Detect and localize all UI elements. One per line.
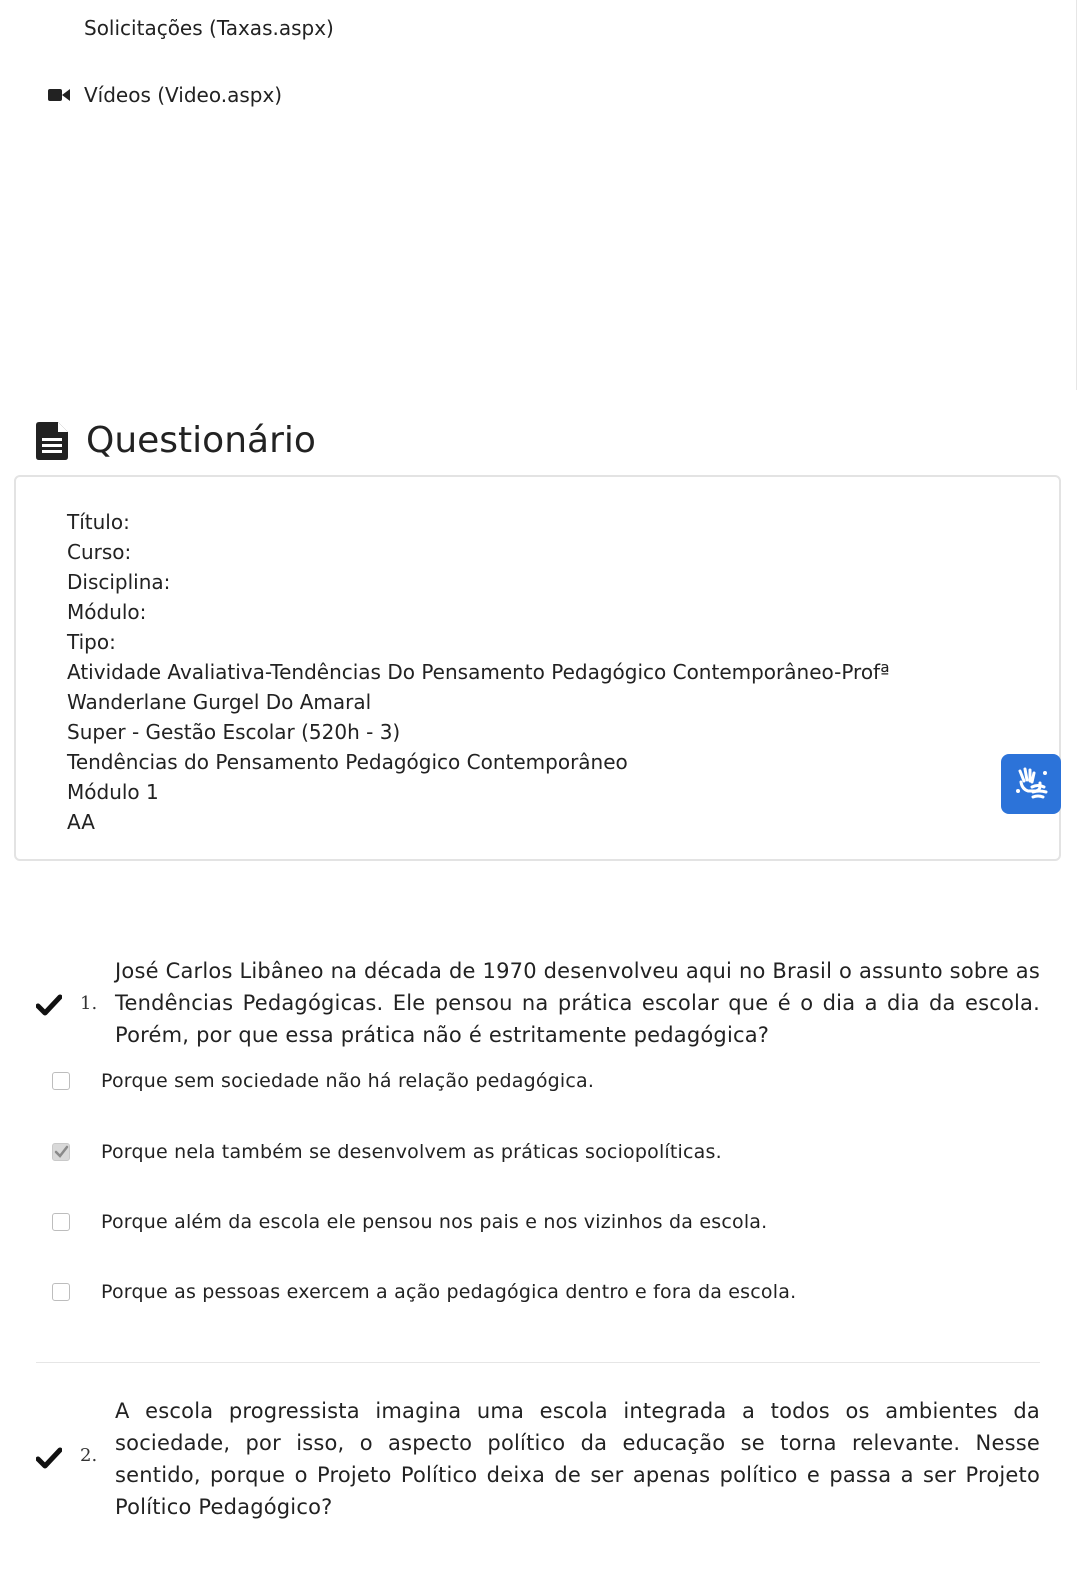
info-value-titulo: Atividade Avaliativa-Tendências Do Pensamento Pedagógico Contemporâneo-Profª xyxy=(67,660,890,684)
page-title: Questionário xyxy=(86,420,316,461)
info-label-curso: Curso: xyxy=(67,540,132,564)
nav-item-label: Vídeos (Video.aspx) xyxy=(84,83,283,107)
question-text: A escola progressista imagina uma escola integrada a todos os ambientes da sociedade, por isso, o aspecto político da educação se torna relevante. Nesse sentido, porque o Projeto Político deixa de ser apenas político e passa a ser Projeto Político Pedagógico? xyxy=(115,1399,1040,1519)
info-label-tipo: Tipo: xyxy=(67,630,116,654)
section-header xyxy=(36,420,316,461)
nav-item-solicitacoes[interactable] xyxy=(84,16,334,40)
info-value-modulo: Módulo 1 xyxy=(67,780,159,804)
answer-option[interactable] xyxy=(52,1070,595,1092)
sign-language-button[interactable] xyxy=(1001,754,1061,814)
sign-language-hands-icon xyxy=(1012,765,1050,803)
answer-option[interactable] xyxy=(52,1281,797,1303)
checkmark-icon xyxy=(36,994,62,1016)
info-value-disciplina: Tendências do Pensamento Pedagógico Contemporâneo xyxy=(67,750,628,774)
video-camera-icon xyxy=(48,87,70,103)
question-number: 2. xyxy=(80,1445,98,1466)
quiz-info-card xyxy=(14,475,1061,861)
info-value-curso: Super - Gestão Escolar (520h - 3) xyxy=(67,720,401,744)
nav-item-label: Solicitações (Taxas.aspx) xyxy=(84,16,334,40)
checkbox-check-icon xyxy=(53,1144,69,1160)
info-value-tipo: AA xyxy=(67,810,95,834)
info-label-modulo: Módulo: xyxy=(67,600,147,624)
info-label-titulo: Título: xyxy=(67,510,130,534)
checkmark-icon xyxy=(36,1447,62,1469)
nav-item-videos[interactable] xyxy=(48,83,282,107)
option-label: Porque além da escola ele pensou nos pais e nos vizinhos da escola. xyxy=(101,1211,768,1233)
document-icon xyxy=(36,422,68,460)
option-checkbox[interactable] xyxy=(52,1283,70,1301)
question-number: 1. xyxy=(80,993,98,1014)
option-label: Porque sem sociedade não há relação pedagógica. xyxy=(101,1070,595,1092)
info-label-disciplina: Disciplina: xyxy=(67,570,171,594)
option-label: Porque as pessoas exercem a ação pedagógica dentro e fora da escola. xyxy=(101,1281,797,1303)
question-text: José Carlos Libâneo na década de 1970 desenvolveu aqui no Brasil o assunto sobre as Tendências Pedagógicas. Ele pensou na prática escolar que é o dia a dia da escola. Porém, por que essa prática não é estritamente pedagógica? xyxy=(115,959,1040,1047)
info-value-titulo-cont: Wanderlane Gurgel Do Amaral xyxy=(67,690,372,714)
option-checkbox[interactable] xyxy=(52,1072,70,1090)
option-checkbox[interactable] xyxy=(52,1213,70,1231)
quiz-info-lines xyxy=(67,507,890,837)
question-divider xyxy=(36,1362,1040,1363)
answer-option[interactable] xyxy=(52,1211,768,1233)
option-checkbox-checked[interactable] xyxy=(52,1143,70,1161)
option-label: Porque nela também se desenvolvem as práticas sociopolíticas. xyxy=(101,1141,722,1163)
answer-option-selected[interactable] xyxy=(52,1141,722,1163)
